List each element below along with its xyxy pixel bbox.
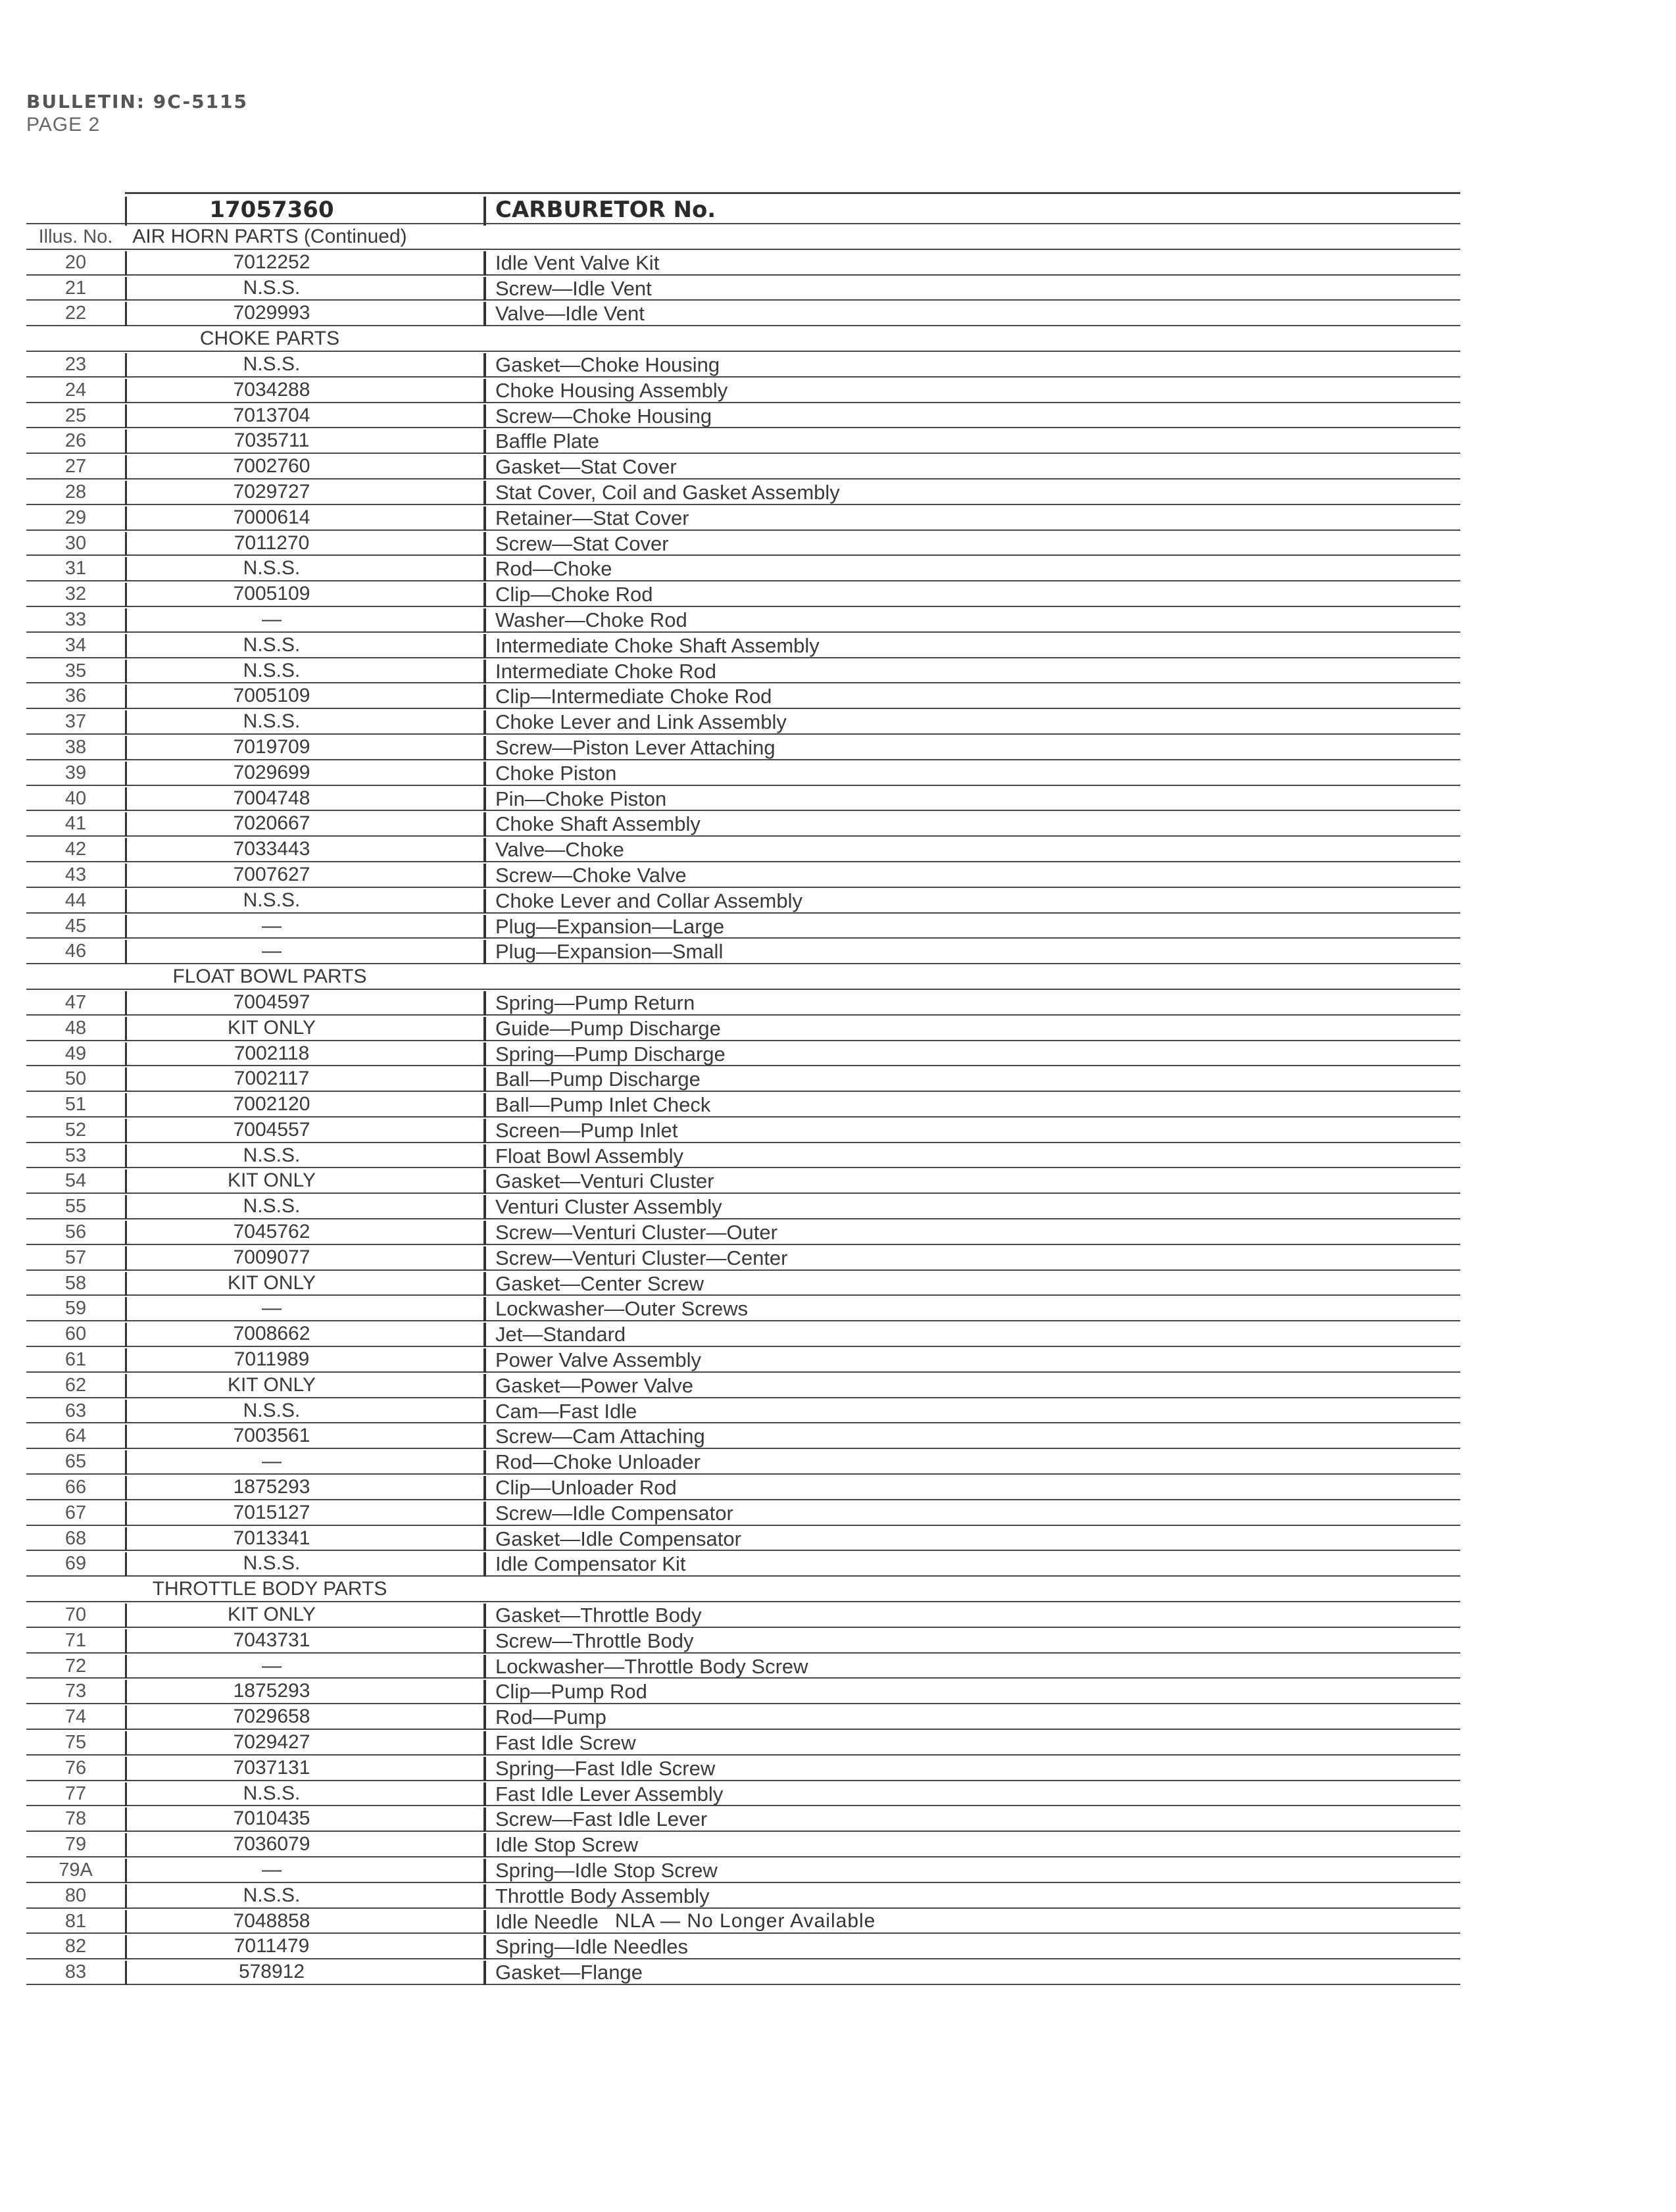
part-description: Retainer—Stat Cover bbox=[483, 506, 689, 531]
part-number: 7009077 bbox=[125, 1246, 416, 1271]
part-description: Clip—Pump Rod bbox=[483, 1680, 647, 1704]
table-row bbox=[26, 250, 1460, 276]
table-row bbox=[26, 556, 1460, 581]
table-row bbox=[26, 837, 1460, 862]
part-number: 7037131 bbox=[125, 1757, 416, 1781]
illus-number: 77 bbox=[64, 1782, 87, 1804]
part-number: 7020667 bbox=[125, 812, 416, 837]
part-description: Screw—Venturi Cluster—Center bbox=[483, 1246, 788, 1271]
illus-number: 30 bbox=[64, 532, 87, 554]
part-number: 7033443 bbox=[125, 838, 416, 862]
part-number: — bbox=[125, 915, 416, 939]
illus-number: 37 bbox=[64, 711, 87, 733]
part-number: — bbox=[125, 1450, 416, 1475]
illus-number: 78 bbox=[64, 1808, 87, 1830]
part-number: 7029699 bbox=[125, 762, 416, 786]
table-row bbox=[26, 990, 1460, 1016]
table-row bbox=[26, 1959, 1460, 1985]
illus-number: 57 bbox=[64, 1246, 87, 1268]
part-number: 7008662 bbox=[125, 1323, 416, 1347]
table-row bbox=[26, 1602, 1460, 1628]
part-number: 7034288 bbox=[125, 379, 416, 403]
table-row bbox=[26, 1857, 1460, 1883]
table-row bbox=[26, 1041, 1460, 1067]
part-number: N.S.S. bbox=[125, 277, 416, 301]
part-description: Clip—Intermediate Choke Rod bbox=[483, 685, 772, 709]
table-row bbox=[26, 811, 1460, 837]
table-row bbox=[26, 1271, 1460, 1296]
part-number: 7045762 bbox=[125, 1221, 416, 1245]
part-number: 7011270 bbox=[125, 532, 416, 556]
part-description: Power Valve Assembly bbox=[483, 1348, 701, 1373]
part-description: Guide—Pump Discharge bbox=[483, 1017, 721, 1041]
part-number: N.S.S. bbox=[125, 1782, 416, 1807]
table-row bbox=[26, 1423, 1460, 1449]
part-number: 7029427 bbox=[125, 1731, 416, 1756]
part-description: Cam—Fast Idle bbox=[483, 1400, 637, 1424]
illus-number: 38 bbox=[64, 736, 87, 758]
part-number: 7003561 bbox=[125, 1425, 416, 1449]
part-description: Fast Idle Screw bbox=[483, 1731, 636, 1756]
table-row bbox=[26, 1500, 1460, 1526]
part-number: N.S.S. bbox=[125, 557, 416, 581]
table-row bbox=[26, 1321, 1460, 1347]
table-row bbox=[26, 301, 1460, 326]
illus-number: 74 bbox=[64, 1706, 87, 1728]
part-number: — bbox=[125, 940, 416, 964]
table-row bbox=[26, 1219, 1460, 1245]
part-description: Spring—Idle Stop Screw bbox=[483, 1859, 718, 1883]
table-row bbox=[26, 1526, 1460, 1552]
table-row bbox=[26, 1118, 1460, 1143]
part-number: 7029727 bbox=[125, 481, 416, 505]
part-description: Gasket—Choke Housing bbox=[483, 353, 720, 378]
part-number: 7048858 bbox=[125, 1910, 416, 1934]
part-description: Clip—Unloader Rod bbox=[483, 1476, 677, 1500]
part-description: Gasket—Venturi Cluster bbox=[483, 1169, 714, 1194]
table-row bbox=[26, 735, 1460, 760]
illus-number: 53 bbox=[64, 1144, 87, 1166]
part-description: Screw—Choke Valve bbox=[483, 864, 687, 888]
table-row bbox=[26, 1883, 1460, 1909]
table-row bbox=[26, 683, 1460, 709]
table-row bbox=[26, 531, 1460, 556]
section-row bbox=[26, 964, 1460, 990]
table-row bbox=[26, 1756, 1460, 1781]
part-number: — bbox=[125, 1859, 416, 1883]
table-row bbox=[26, 1449, 1460, 1475]
part-number: 1875293 bbox=[125, 1476, 416, 1500]
section-label: THROTTLE BODY PARTS bbox=[152, 1578, 387, 1600]
part-number: 7036079 bbox=[125, 1833, 416, 1857]
illus-header: Illus. No. bbox=[38, 226, 113, 247]
part-description: Plug—Expansion—Large bbox=[483, 915, 724, 939]
illus-number: 27 bbox=[64, 456, 87, 478]
part-description: Choke Piston bbox=[483, 762, 616, 786]
table-row bbox=[26, 607, 1460, 633]
illus-number: 48 bbox=[64, 1017, 87, 1039]
table-row bbox=[26, 1806, 1460, 1832]
illus-number: 35 bbox=[64, 660, 87, 681]
illus-number: 56 bbox=[64, 1221, 87, 1243]
part-number: N.S.S. bbox=[125, 634, 416, 658]
part-description: Ball—Pump Inlet Check bbox=[483, 1093, 710, 1118]
part-number: 7029658 bbox=[125, 1706, 416, 1730]
section-label: AIR HORN PARTS (Continued) bbox=[132, 226, 407, 247]
part-description: Idle Needle bbox=[483, 1910, 599, 1934]
table-row bbox=[26, 633, 1460, 658]
part-description: Gasket—Center Screw bbox=[483, 1272, 704, 1296]
table-row bbox=[26, 1296, 1460, 1321]
part-description: Choke Lever and Collar Assembly bbox=[483, 889, 802, 914]
illus-number: 45 bbox=[64, 915, 87, 937]
part-description: Spring—Fast Idle Screw bbox=[483, 1757, 715, 1781]
table-row bbox=[26, 709, 1460, 735]
part-description: Washer—Choke Rod bbox=[483, 608, 687, 633]
illus-number: 80 bbox=[64, 1884, 87, 1906]
illus-number: 32 bbox=[64, 583, 87, 605]
table-row bbox=[26, 760, 1460, 786]
part-description: Fast Idle Lever Assembly bbox=[483, 1782, 723, 1807]
illus-number: 34 bbox=[64, 634, 87, 656]
table-row bbox=[26, 454, 1460, 479]
illus-number: 60 bbox=[64, 1323, 87, 1345]
table-row bbox=[26, 914, 1460, 939]
illus-number: 66 bbox=[64, 1477, 87, 1498]
table-row bbox=[26, 939, 1460, 964]
part-description: Spring—Pump Discharge bbox=[483, 1043, 726, 1067]
illus-number: 59 bbox=[64, 1298, 87, 1319]
section-row bbox=[26, 326, 1460, 352]
part-number: — bbox=[125, 1297, 416, 1321]
part-description: Choke Shaft Assembly bbox=[483, 812, 701, 837]
table-row bbox=[26, 1373, 1460, 1398]
part-description: Gasket—Throttle Body bbox=[483, 1604, 702, 1628]
table-row bbox=[26, 1730, 1460, 1756]
part-description: Screen—Pump Inlet bbox=[483, 1119, 678, 1143]
illus-number: 79A bbox=[59, 1859, 93, 1880]
illus-number: 46 bbox=[64, 941, 87, 962]
part-number: 7004597 bbox=[125, 991, 416, 1016]
part-number: N.S.S. bbox=[125, 1400, 416, 1424]
illus-number: 72 bbox=[64, 1655, 87, 1677]
part-description: Screw—Stat Cover bbox=[483, 532, 669, 556]
part-number: 7043731 bbox=[125, 1629, 416, 1654]
illus-number: 69 bbox=[64, 1553, 87, 1575]
part-description: Gasket—Stat Cover bbox=[483, 455, 677, 479]
part-description: Screw—Idle Vent bbox=[483, 277, 652, 301]
part-description: Gasket—Idle Compensator bbox=[483, 1527, 741, 1552]
illus-number: 41 bbox=[64, 813, 87, 835]
part-description: Screw—Cam Attaching bbox=[483, 1425, 705, 1449]
part-number: 7029993 bbox=[125, 302, 416, 326]
part-description: Screw—Piston Lever Attaching bbox=[483, 736, 776, 760]
part-number: N.S.S. bbox=[125, 1144, 416, 1169]
illus-number: 68 bbox=[64, 1527, 87, 1549]
illus-number: 79 bbox=[64, 1834, 87, 1856]
illus-number: 54 bbox=[64, 1170, 87, 1192]
part-number: 7011479 bbox=[125, 1935, 416, 1959]
part-number: KIT ONLY bbox=[125, 1169, 416, 1194]
illus-number: 67 bbox=[64, 1502, 87, 1523]
table-row bbox=[26, 658, 1460, 684]
part-description: Float Bowl Assembly bbox=[483, 1144, 683, 1169]
illus-number: 29 bbox=[64, 506, 87, 528]
illus-number: 40 bbox=[64, 787, 87, 809]
part-number: 1875293 bbox=[125, 1680, 416, 1704]
section-label: CHOKE PARTS bbox=[199, 328, 340, 350]
part-number: 7035711 bbox=[125, 430, 416, 454]
part-description: Spring—Idle Needles bbox=[483, 1935, 688, 1959]
illus-number: 22 bbox=[64, 303, 87, 324]
illus-number: 31 bbox=[64, 558, 87, 579]
illus-number: 33 bbox=[64, 608, 87, 630]
table-row bbox=[26, 1832, 1460, 1857]
table-row bbox=[26, 1475, 1460, 1500]
section-label: FLOAT BOWL PARTS bbox=[172, 966, 367, 988]
illus-number: 44 bbox=[64, 889, 87, 911]
illus-number: 42 bbox=[64, 839, 87, 860]
part-description: Idle Vent Valve Kit bbox=[483, 251, 659, 276]
part-number: 578912 bbox=[125, 1961, 416, 1985]
illus-number: 43 bbox=[64, 864, 87, 885]
illus-number: 51 bbox=[64, 1094, 87, 1116]
part-number-header: 17057360 bbox=[125, 197, 416, 226]
part-description: Rod—Pump bbox=[483, 1706, 606, 1730]
illus-number: 24 bbox=[64, 379, 87, 401]
part-number: 7019709 bbox=[125, 736, 416, 760]
page-number: PAGE 2 bbox=[26, 114, 101, 135]
table-row bbox=[26, 1347, 1460, 1373]
table-row bbox=[26, 1066, 1460, 1092]
part-number: 7004557 bbox=[125, 1119, 416, 1143]
illus-number: 64 bbox=[64, 1425, 87, 1447]
part-description: Lockwasher—Outer Screws bbox=[483, 1297, 748, 1321]
illus-number: 63 bbox=[64, 1400, 87, 1421]
part-description: Idle Stop Screw bbox=[483, 1833, 638, 1857]
part-number: 7013704 bbox=[125, 405, 416, 429]
part-description: Intermediate Choke Shaft Assembly bbox=[483, 634, 820, 658]
part-number: KIT ONLY bbox=[125, 1374, 416, 1398]
part-number: 7010435 bbox=[125, 1807, 416, 1832]
document-header bbox=[26, 91, 248, 136]
illus-number: 49 bbox=[64, 1043, 87, 1064]
illus-number: 81 bbox=[64, 1910, 87, 1932]
illus-number: 65 bbox=[64, 1451, 87, 1473]
part-description: Ball—Pump Discharge bbox=[483, 1068, 701, 1092]
table-row bbox=[26, 1781, 1460, 1807]
illus-number: 75 bbox=[64, 1732, 87, 1754]
part-number: 7012252 bbox=[125, 251, 416, 276]
part-number: — bbox=[125, 608, 416, 633]
part-description: Gasket—Flange bbox=[483, 1961, 643, 1985]
table-row bbox=[26, 1016, 1460, 1041]
part-description: Screw—Venturi Cluster—Outer bbox=[483, 1221, 777, 1245]
table-row bbox=[26, 581, 1460, 607]
bulletin-number: BULLETIN: 9C-5115 bbox=[26, 91, 249, 112]
illus-number: 61 bbox=[64, 1349, 87, 1371]
section-row bbox=[26, 1577, 1460, 1602]
table-row bbox=[26, 479, 1460, 505]
carburetor-header: CARBURETOR No. bbox=[483, 197, 716, 226]
part-number: 7015127 bbox=[125, 1502, 416, 1526]
table-row bbox=[26, 1628, 1460, 1654]
illus-number: 20 bbox=[64, 251, 87, 273]
table-row bbox=[26, 403, 1460, 429]
part-description: Idle Compensator Kit bbox=[483, 1552, 685, 1577]
table-row bbox=[26, 1245, 1460, 1271]
part-description: Screw—Fast Idle Lever bbox=[483, 1807, 707, 1832]
illus-number: 47 bbox=[64, 991, 87, 1013]
illus-number: 39 bbox=[64, 762, 87, 783]
part-description: Lockwasher—Throttle Body Screw bbox=[483, 1655, 808, 1679]
part-description: Jet—Standard bbox=[483, 1323, 626, 1347]
part-number: 7005109 bbox=[125, 685, 416, 709]
part-description: Choke Housing Assembly bbox=[483, 379, 727, 403]
illus-number: 58 bbox=[64, 1272, 87, 1294]
illus-number: 25 bbox=[64, 405, 87, 426]
illus-number: 70 bbox=[64, 1604, 87, 1626]
part-description: Plug—Expansion—Small bbox=[483, 940, 723, 964]
illus-number: 83 bbox=[64, 1961, 87, 1983]
illus-number: 62 bbox=[64, 1374, 87, 1396]
table-row bbox=[26, 1704, 1460, 1730]
part-description: Screw—Throttle Body bbox=[483, 1629, 694, 1654]
part-description: Valve—Choke bbox=[483, 838, 624, 862]
part-description: Intermediate Choke Rod bbox=[483, 660, 716, 684]
illus-number: 76 bbox=[64, 1757, 87, 1779]
table-body bbox=[26, 250, 1460, 1985]
table-row bbox=[26, 378, 1460, 403]
illus-number: 71 bbox=[64, 1629, 87, 1651]
table-row bbox=[26, 786, 1460, 812]
illus-number: 36 bbox=[64, 685, 87, 707]
table-row bbox=[26, 1679, 1460, 1704]
part-description: Rod—Choke Unloader bbox=[483, 1450, 701, 1475]
part-number: 7000614 bbox=[125, 506, 416, 531]
footnote: NLA — No Longer Available bbox=[615, 1910, 876, 1932]
illus-number: 82 bbox=[64, 1936, 87, 1957]
part-number: N.S.S. bbox=[125, 889, 416, 914]
part-number: 7002760 bbox=[125, 455, 416, 479]
illus-number: 73 bbox=[64, 1681, 87, 1702]
table-row bbox=[26, 1143, 1460, 1169]
part-description: Valve—Idle Vent bbox=[483, 302, 645, 326]
part-number: 7002120 bbox=[125, 1093, 416, 1118]
part-description: Throttle Body Assembly bbox=[483, 1884, 710, 1909]
table-row bbox=[26, 276, 1460, 301]
part-number: 7005109 bbox=[125, 583, 416, 607]
part-number: N.S.S. bbox=[125, 1884, 416, 1909]
part-description: Venturi Cluster Assembly bbox=[483, 1195, 722, 1219]
part-number: N.S.S. bbox=[125, 1552, 416, 1577]
table-row bbox=[26, 428, 1460, 454]
illus-number: 52 bbox=[64, 1119, 87, 1141]
table-row bbox=[26, 352, 1460, 378]
part-description: Gasket—Power Valve bbox=[483, 1374, 693, 1398]
part-number: 7002118 bbox=[125, 1043, 416, 1067]
part-number: 7004748 bbox=[125, 787, 416, 812]
part-number: 7002117 bbox=[125, 1068, 416, 1092]
part-number: KIT ONLY bbox=[125, 1272, 416, 1296]
illus-number: 28 bbox=[64, 481, 87, 503]
illus-number: 55 bbox=[64, 1196, 87, 1217]
part-description: Clip—Choke Rod bbox=[483, 583, 653, 607]
part-number: — bbox=[125, 1655, 416, 1679]
table-row bbox=[26, 888, 1460, 914]
table-row bbox=[26, 1398, 1460, 1424]
part-number: 7013341 bbox=[125, 1527, 416, 1552]
part-number: KIT ONLY bbox=[125, 1017, 416, 1041]
illus-header-row bbox=[26, 224, 1460, 250]
illus-number: 26 bbox=[64, 430, 87, 452]
table-header-row bbox=[26, 194, 1460, 224]
part-description: Screw—Choke Housing bbox=[483, 405, 712, 429]
table-row bbox=[26, 505, 1460, 531]
part-description: Pin—Choke Piston bbox=[483, 787, 666, 812]
illus-number: 50 bbox=[64, 1068, 87, 1090]
part-number: N.S.S. bbox=[125, 710, 416, 735]
table-row bbox=[26, 1194, 1460, 1219]
table-row bbox=[26, 1168, 1460, 1194]
table-row bbox=[26, 1654, 1460, 1679]
illus-number: 23 bbox=[64, 353, 87, 375]
parts-table bbox=[26, 192, 1460, 1985]
part-description: Spring—Pump Return bbox=[483, 991, 695, 1016]
part-number: 7007627 bbox=[125, 864, 416, 888]
part-description: Baffle Plate bbox=[483, 430, 599, 454]
part-description: Stat Cover, Coil and Gasket Assembly bbox=[483, 481, 840, 505]
part-number: N.S.S. bbox=[125, 1195, 416, 1219]
part-number: N.S.S. bbox=[125, 660, 416, 684]
part-description: Rod—Choke bbox=[483, 557, 612, 581]
part-description: Screw—Idle Compensator bbox=[483, 1502, 733, 1526]
part-number: 7011989 bbox=[125, 1348, 416, 1373]
table-row bbox=[26, 1551, 1460, 1577]
part-number: KIT ONLY bbox=[125, 1604, 416, 1628]
table-row bbox=[26, 1934, 1460, 1959]
part-number: N.S.S. bbox=[125, 353, 416, 378]
table-row bbox=[26, 862, 1460, 888]
illus-number: 21 bbox=[64, 277, 87, 299]
part-description: Choke Lever and Link Assembly bbox=[483, 710, 787, 735]
table-row bbox=[26, 1092, 1460, 1118]
